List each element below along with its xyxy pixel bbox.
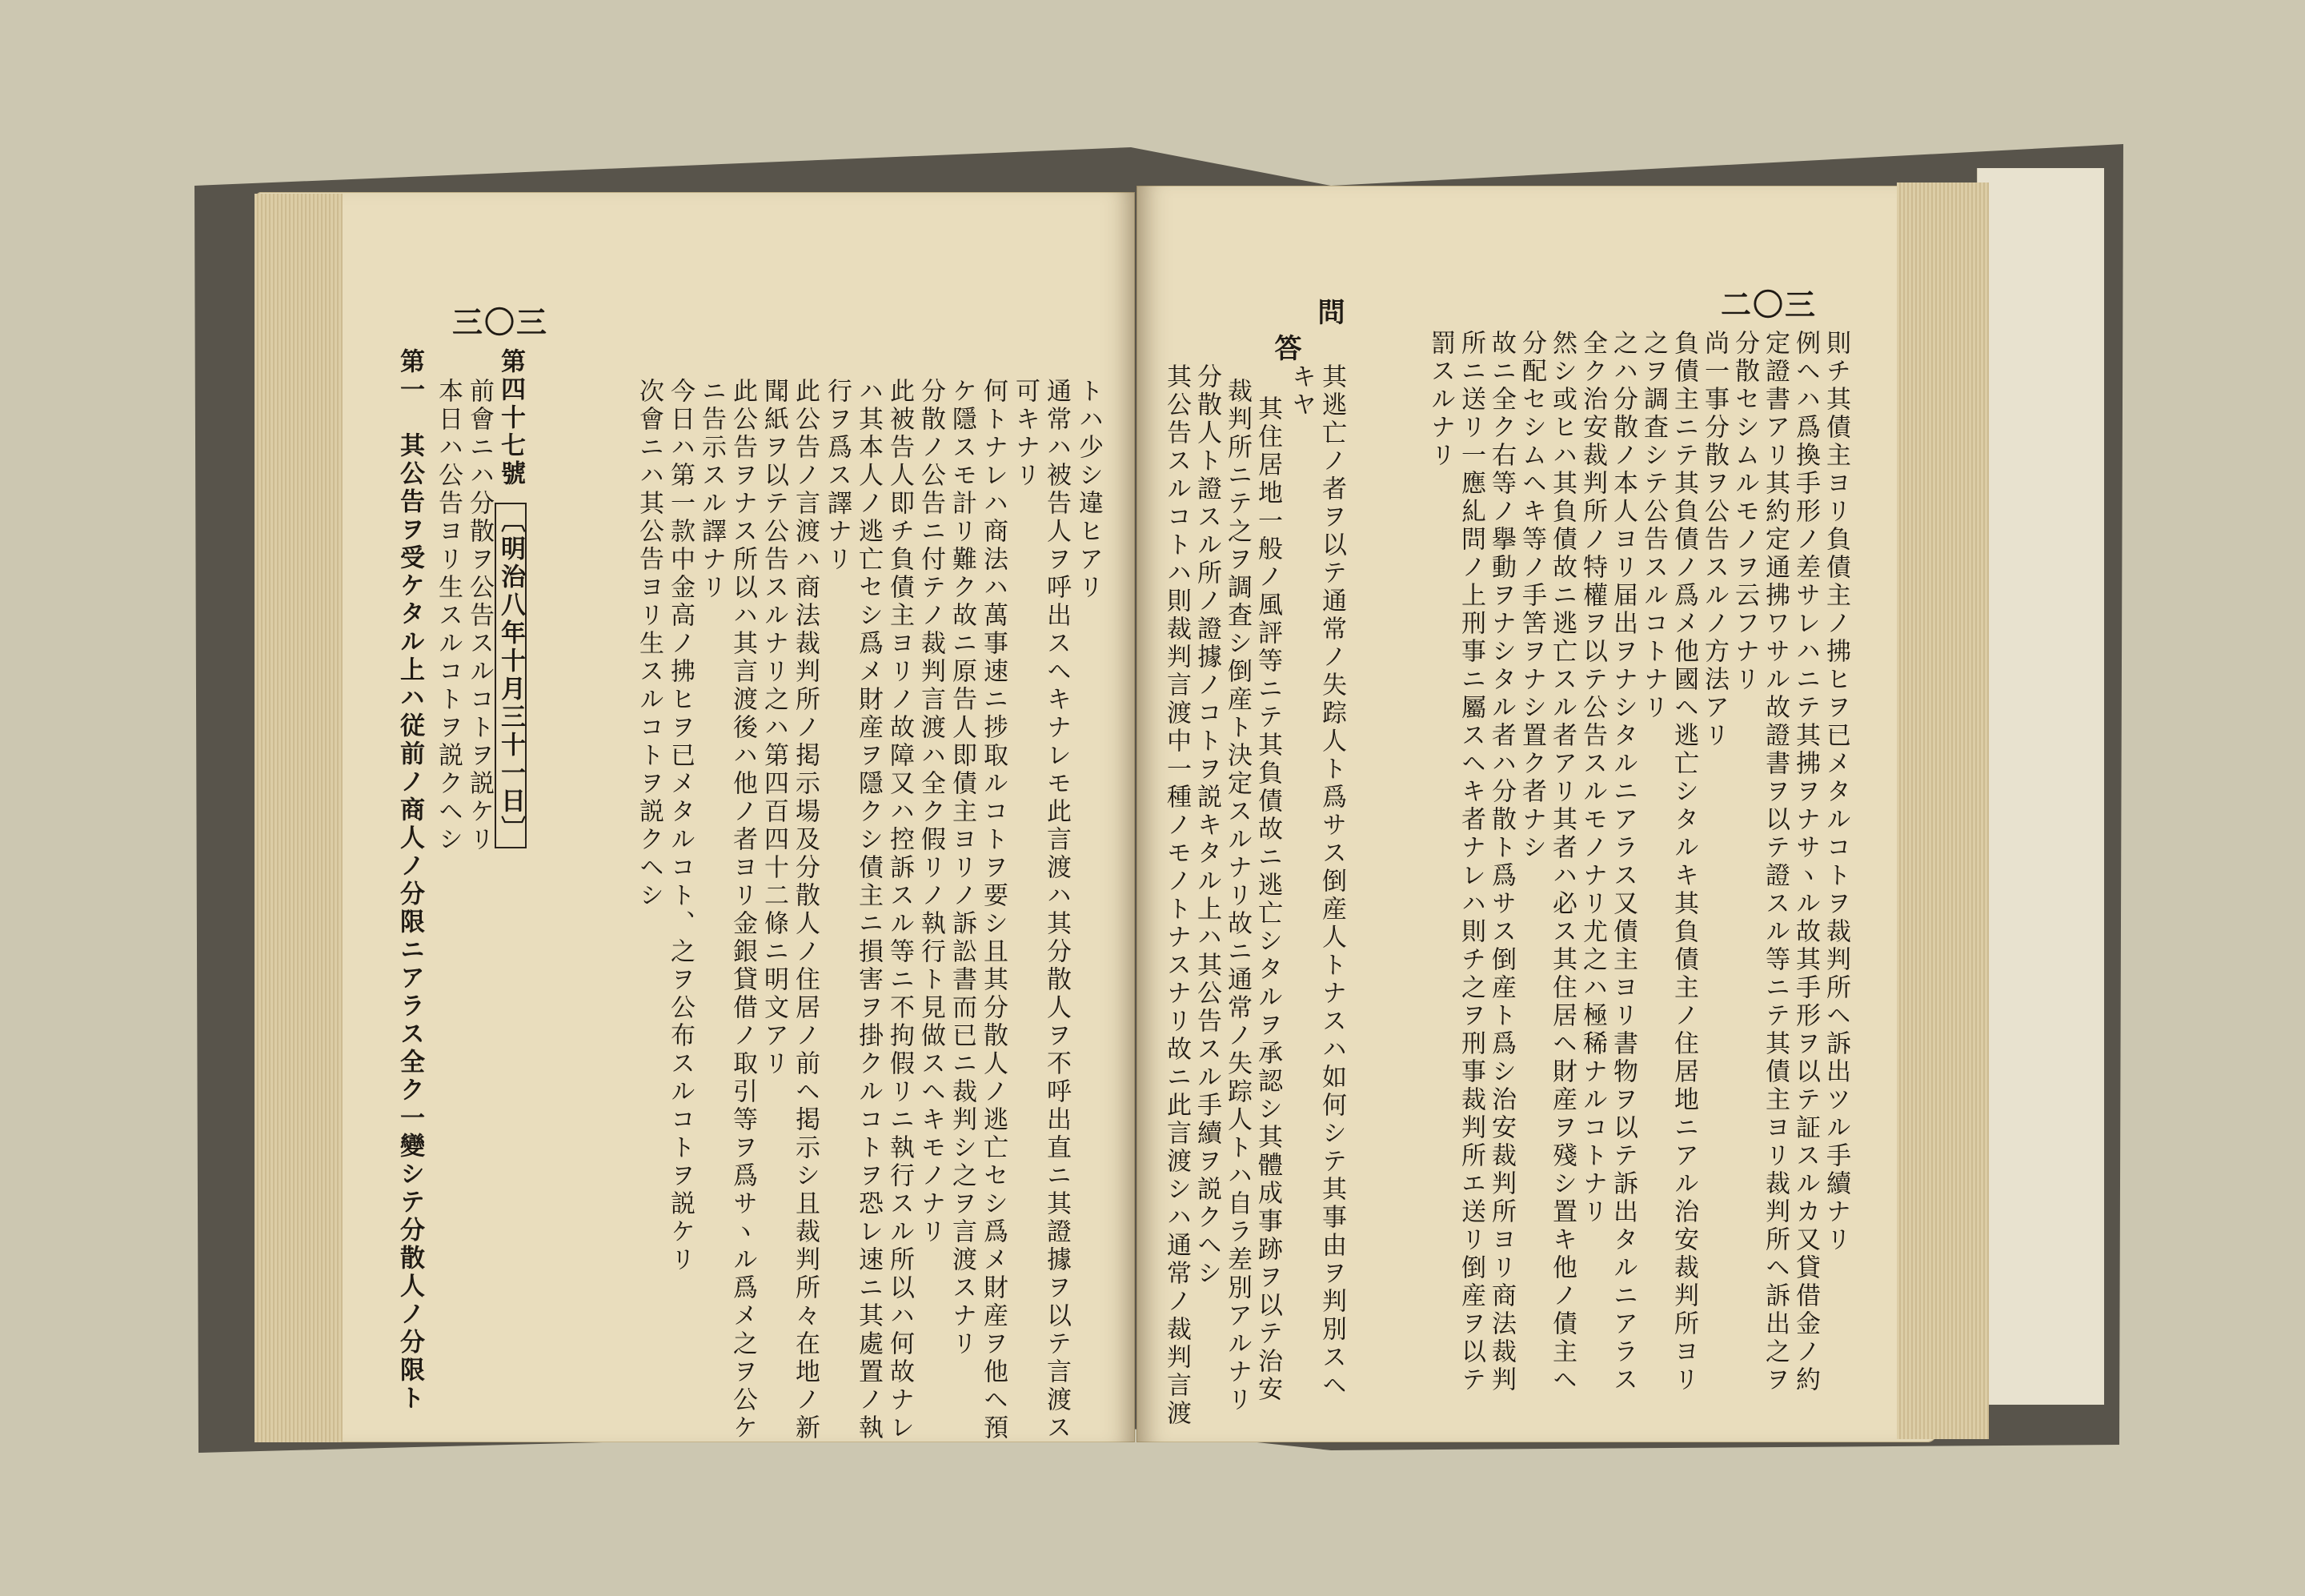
- text-column: 尚一事分散ヲ公告スルノ方法アリ: [1700, 330, 1729, 750]
- text-column: 此公告ヲナス所以ハ其言渡後ハ他ノ者ヨリ金銀貸借ノ取引等ヲ爲サヽル爲メ之ヲ公ケ: [728, 378, 757, 1442]
- answer-text: 分散人ト證スル所ノ證據ノコトヲ説キタル上ハ其公告スル手續ヲ説クヘシ: [1193, 363, 1221, 1288]
- flyleaf: [1977, 168, 2104, 1405]
- right-page: [1136, 186, 1937, 1442]
- text-column: 通常ハ被告人ヲ呼出スヘキナレモ此言渡ハ其分散人ヲ不呼出直ニ其證據ヲ以テ言渡ス: [1042, 378, 1071, 1442]
- text-column: ハ其本人ノ逃亡セシ爲メ財産ヲ隱クシ債主ニ損害ヲ掛クルコトヲ恐レ速ニ其處置ノ執: [854, 378, 883, 1442]
- text-column: 分散ノ公告ニ付テノ裁判言渡ハ全ク假リノ執行ト見做スヘキモノナリ: [916, 378, 945, 1246]
- text-column: 所ニ送リ一應糺問ノ上刑事ニ屬スヘキ者ナレハ則チ之ヲ刑事裁判所エ送リ倒産ヲ以テ: [1457, 330, 1485, 1394]
- right-page-number: 二〇三: [1721, 287, 1818, 323]
- text-column: 全ク治安裁判所ノ特權ヲ以テ公告スルモノナリ尤之ハ極稀ナルコトナリ: [1578, 330, 1607, 1226]
- answer-text: 其住居地一般ノ風評等ニテ其負債故ニ逃亡シタルヲ承認シ其體成事跡ヲ以テ治安: [1253, 395, 1282, 1404]
- text-column: 此公告ノ言渡ハ商法裁判所ノ掲示場及分散人ノ住居ノ前ヘ掲示シ且裁判所々在地ノ新: [791, 378, 820, 1442]
- text-column: 之ハ分散ノ本人ヨリ届出ヲナシタルニアラス又債主ヨリ書物ヲ以テ訴出タルニアラス: [1609, 330, 1638, 1394]
- text-column: 例ヘハ爲換手形ノ差サレハニテ其拂ヲナサヽル故其手形ヲ以テ証スルカ又貸借金ノ約: [1791, 330, 1820, 1394]
- text-column: 可キナリ: [1011, 378, 1040, 490]
- left-page: [256, 192, 1135, 1442]
- text-column: 本日ハ公告ヨリ生スルコトヲ説クヘシ: [434, 378, 463, 854]
- text-column: 行ヲ爲ス譯ナリ: [823, 378, 852, 574]
- lesson-heading: [496, 348, 525, 848]
- answer-label: 答: [1269, 334, 1301, 364]
- text-column: ニ告示スル譯ナリ: [697, 378, 726, 602]
- question-text: 其逃亡ノ者ヲ以テ通常ノ失踪人ト爲サス倒産人トナスハ如何シテ其事由ヲ判別スヘ: [1317, 363, 1346, 1400]
- text-column: 今日ハ第一款中金高ノ拂ヒヲ已メタルコト、之ヲ公布スルコトヲ説ケリ: [666, 378, 695, 1274]
- text-column: 然シ或ヒハ其負債故ニ逃亡スル者アリ其者ハ必ス其住居ヘ財産ヲ殘シ置キ他ノ債主ヘ: [1548, 330, 1577, 1394]
- page-edges-left: [255, 194, 343, 1442]
- lesson-date: 〔明治八年十月三十一日〕: [495, 503, 527, 848]
- text-column: 何トナレハ商法ハ萬事速ニ捗取ルコトヲ要シ且其分散人ノ逃亡セシ爲メ財産ヲ他ヘ預: [979, 378, 1008, 1442]
- text-column: 之ヲ調査シテ公告スルコトナリ: [1639, 330, 1668, 722]
- page-edges-right: [1897, 182, 1989, 1439]
- text-column: トハ少シ違ヒアリ: [1074, 378, 1103, 602]
- text-column: 次會ニハ其公告ヨリ生スルコトヲ説クヘシ: [635, 378, 663, 910]
- answer-text: 裁判所ニテ之ヲ調査シ倒産ト決定スルナリ故ニ通常ノ失踪人トハ自ラ差別アルナリ: [1223, 378, 1252, 1414]
- text-column: 定證書アリ其約定通拂ワサル故證書ヲ以テ證スル等ニテ其債主ヨリ裁判所ヘ訴出之ヲ: [1761, 330, 1790, 1394]
- text-column: ケ隱スモ計リ難ク故ニ原告人即債主ヨリノ訴訟書而已ニ裁判シ之ヲ言渡スナリ: [948, 378, 976, 1358]
- answer-text: 其公告スルコトハ則裁判言渡中一種ノモノトナスナリ故ニ此言渡シハ通常ノ裁判言渡: [1162, 363, 1191, 1428]
- text-column: 分配セシムヘキ等ノ手筈ヲナシ置ク者ナシ: [1517, 330, 1546, 862]
- text-column: 故ニ全ク右等ノ擧動ヲナシタル者ハ分散ト爲サス倒産ト爲シ治安裁判所ヨリ商法裁判: [1487, 330, 1516, 1394]
- text-column: 則チ其債主ヨリ負債主ノ拂ヒヲ已メタルコトヲ裁判所ヘ訴出ツル手續ナリ: [1822, 330, 1850, 1254]
- text-column: 罰スルナリ: [1426, 330, 1455, 470]
- text-column: 分散セシムルモノヲ云フナリ: [1730, 330, 1759, 694]
- text-column: 聞紙ヲ以テ公告スルナリ之ハ第四百四十二條ニ明文アリ: [760, 378, 788, 1078]
- text-column: 第一 其公告ヲ受ケタル上ハ従前ノ商人ノ分限ニアラス全ク一變シテ分散人ノ分限ト: [395, 348, 424, 1413]
- text-column: 前會ニハ分散ヲ公告スルコトヲ説ケリ: [465, 378, 494, 854]
- left-page-number: 三〇三: [452, 304, 549, 340]
- lesson-number: 第四十七號: [496, 348, 525, 488]
- question-label: 問: [1313, 298, 1345, 328]
- text-column: 此被告人即チ負債主ヨリノ故障又ハ控訴スル等ニ不拘假リニ執行スル所以ハ何故ナレ: [885, 378, 914, 1442]
- text-column: 負債主ニテ其負債ノ爲メ他國ヘ逃亡シタルキ其負債主ノ住居地ニアル治安裁判所ヨリ: [1670, 330, 1698, 1394]
- question-text: キヤ: [1287, 363, 1316, 419]
